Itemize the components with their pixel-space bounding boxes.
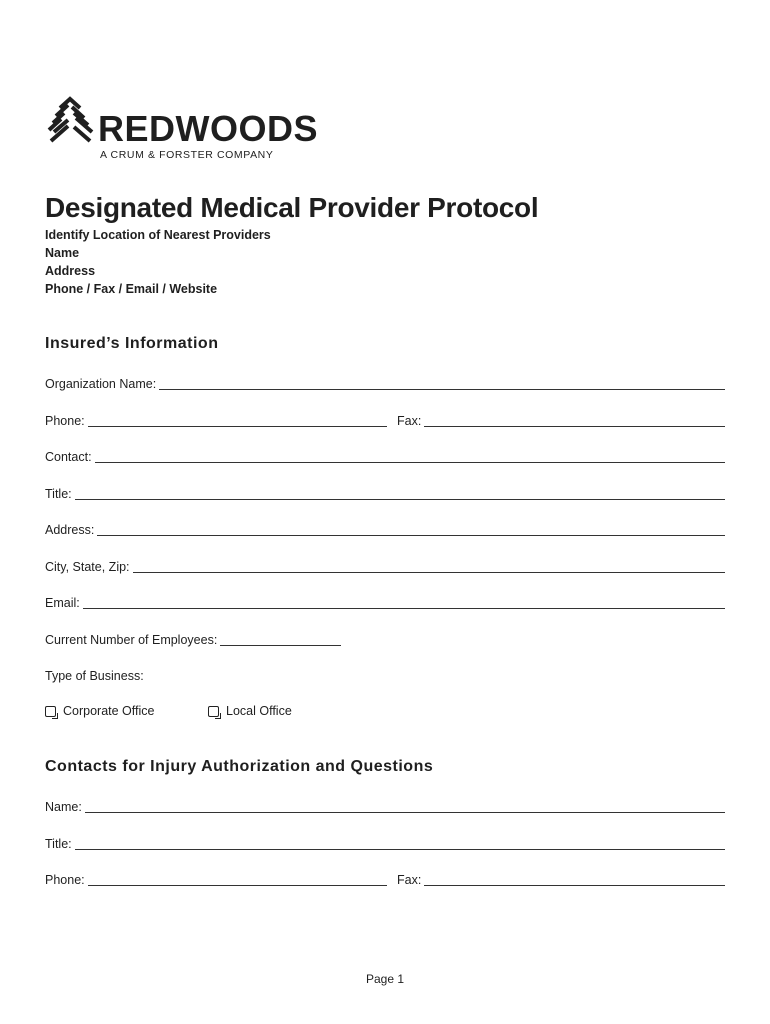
organization-name-field[interactable] bbox=[45, 373, 725, 391]
field-label: Contact: bbox=[45, 450, 92, 464]
field-label: City, State, Zip: bbox=[45, 560, 130, 574]
business-type-label-row bbox=[45, 665, 245, 683]
blank-line[interactable] bbox=[424, 873, 725, 886]
contact-phone-field[interactable] bbox=[45, 869, 387, 887]
employee-count-field[interactable] bbox=[45, 629, 341, 647]
subtitle-line: Identify Location of Nearest Providers bbox=[45, 228, 271, 242]
blank-line[interactable] bbox=[75, 837, 725, 850]
subtitle-line: Phone / Fax / Email / Website bbox=[45, 282, 218, 296]
tree-logo-icon bbox=[46, 96, 94, 146]
field-label: Phone: bbox=[45, 873, 85, 887]
blank-line[interactable] bbox=[83, 596, 725, 609]
local-office-checkbox[interactable] bbox=[208, 702, 292, 720]
insured-section-heading: Insured’s Information bbox=[45, 335, 219, 352]
field-label: Address: bbox=[45, 523, 95, 537]
checkbox-label: Local Office bbox=[226, 704, 292, 718]
document-title: Designated Medical Provider Protocol bbox=[45, 192, 539, 223]
field-label: Fax: bbox=[397, 873, 422, 887]
blank-line[interactable] bbox=[85, 800, 725, 813]
field-label: Email: bbox=[45, 596, 80, 610]
page-number: Page 1 bbox=[365, 972, 405, 986]
contact-title-field[interactable] bbox=[45, 833, 725, 851]
checkbox-label: Corporate Office bbox=[63, 704, 155, 718]
checkbox-icon[interactable] bbox=[208, 706, 219, 717]
contact-name-field[interactable] bbox=[45, 796, 725, 814]
blank-line[interactable] bbox=[95, 450, 725, 463]
email-field[interactable] bbox=[45, 592, 725, 610]
subtitle-block bbox=[45, 226, 271, 298]
field-label: Fax: bbox=[397, 414, 422, 428]
logo-tagline: A CRUM & FORSTER COMPANY bbox=[100, 149, 274, 161]
blank-line[interactable] bbox=[220, 633, 341, 646]
blank-line[interactable] bbox=[88, 873, 387, 886]
blank-line[interactable] bbox=[88, 414, 387, 427]
field-label: Organization Name: bbox=[45, 377, 157, 391]
redwoods-logo bbox=[46, 96, 326, 164]
field-label: Current Number of Employees: bbox=[45, 633, 218, 647]
contacts-section-heading: Contacts for Injury Authorization and Questions bbox=[45, 758, 434, 775]
blank-line[interactable] bbox=[159, 377, 725, 390]
insured-fax-field[interactable] bbox=[397, 410, 725, 428]
address-field[interactable] bbox=[45, 519, 725, 537]
insured-title-field[interactable] bbox=[45, 483, 725, 501]
corporate-office-checkbox[interactable] bbox=[45, 702, 154, 720]
blank-line[interactable] bbox=[75, 487, 725, 500]
blank-line[interactable] bbox=[97, 523, 725, 536]
field-label: Type of Business: bbox=[45, 669, 144, 683]
checkbox-icon[interactable] bbox=[45, 706, 56, 717]
field-label: Title: bbox=[45, 837, 72, 851]
contact-field[interactable] bbox=[45, 446, 725, 464]
city-state-zip-field[interactable] bbox=[45, 556, 725, 574]
field-label: Title: bbox=[45, 487, 72, 501]
blank-line[interactable] bbox=[133, 560, 725, 573]
insured-phone-field[interactable] bbox=[45, 410, 387, 428]
contact-fax-field[interactable] bbox=[397, 869, 725, 887]
subtitle-line: Address bbox=[45, 264, 96, 278]
subtitle-line: Name bbox=[45, 246, 80, 260]
field-label: Name: bbox=[45, 800, 82, 814]
logo-wordmark: REDWOODS bbox=[98, 108, 318, 149]
field-label: Phone: bbox=[45, 414, 85, 428]
blank-line[interactable] bbox=[424, 414, 725, 427]
